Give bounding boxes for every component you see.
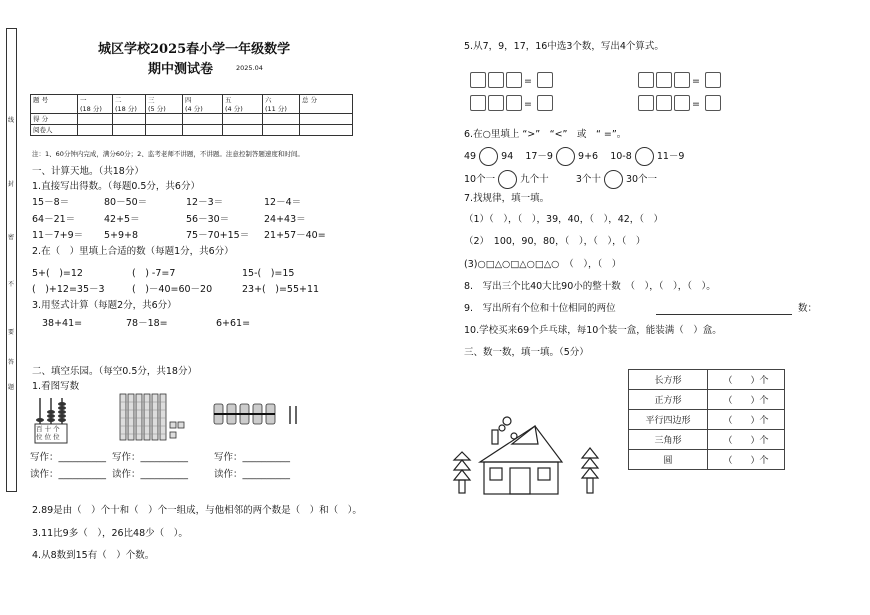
section1-title: 一、计算天地。（共18分） <box>32 166 144 177</box>
read-label: 读作：__________ <box>214 469 291 480</box>
q8: 8. 写出三个比40大比90小的整十数 （ ），（ ），（ ）。 <box>464 281 716 292</box>
write-label: 写作：__________ <box>112 452 189 463</box>
calc-item: 80－50＝ <box>104 197 148 208</box>
margin-char: 题 <box>8 384 15 391</box>
grader-cell[interactable] <box>183 125 223 136</box>
compare-circle <box>604 170 623 189</box>
calc-item: 24+43＝ <box>264 214 306 225</box>
calc-item: 11－7+9＝ <box>32 230 84 241</box>
shape-count-blank[interactable]: （ ）个 <box>708 410 785 430</box>
score-cell[interactable] <box>223 114 263 125</box>
score-header-cell: 题 号 <box>31 95 78 114</box>
q2-1-title: 1.看图写数 <box>32 381 80 392</box>
q3-title: 3.用竖式计算（每题2分，共6分） <box>32 300 177 311</box>
score-table-header-row <box>31 95 353 114</box>
q9-answer-line[interactable] <box>656 303 792 315</box>
binding-margin <box>6 28 17 492</box>
equation-box-group: = <box>470 92 555 111</box>
compare-circle <box>556 147 575 166</box>
fill-item: ( )－40=60－20 <box>132 284 213 295</box>
margin-char: 密 <box>8 234 15 241</box>
equation-box-group: = <box>638 92 723 111</box>
compare-circle <box>498 170 517 189</box>
calc-item: 21+57－40= <box>264 230 326 241</box>
calc-item: 5+9+8 <box>104 230 139 241</box>
grader-row <box>31 125 353 136</box>
calc-item: 75－70+15＝ <box>186 230 250 241</box>
fill-item: 23+( )=55+11 <box>242 284 320 295</box>
block-cubes-illustration <box>118 392 190 444</box>
grader-cell[interactable] <box>223 125 263 136</box>
shape-row <box>629 450 785 470</box>
grader-cell[interactable] <box>78 125 113 136</box>
q2-2: 2.89是由（ ）个十和（ ）个一组成，与他相邻的两个数是（ ）和（ ）。 <box>32 505 362 516</box>
write-label: 写作：__________ <box>214 452 291 463</box>
score-table <box>30 94 353 136</box>
q1-title: 1.直接写出得数。（每题0.5分，共6分） <box>32 181 200 192</box>
margin-char: 封 <box>8 181 15 188</box>
shape-row <box>629 430 785 450</box>
score-cell[interactable] <box>146 114 183 125</box>
shape-count-blank[interactable]: （ ）个 <box>708 370 785 390</box>
grader-row-label: 阅卷人 <box>31 125 78 136</box>
calc-item: 64－21＝ <box>32 214 76 225</box>
shape-count-blank[interactable]: （ ）个 <box>708 430 785 450</box>
page-subtitle: 期中测试卷 <box>148 62 214 77</box>
shape-name: 三角形 <box>629 430 708 450</box>
score-header-cell: 五 (4 分) <box>223 95 263 114</box>
score-row-label: 得 分 <box>31 114 78 125</box>
fill-item: 15-( )=15 <box>242 268 295 279</box>
calc-item: 15－8＝ <box>32 197 70 208</box>
compare-circle <box>479 147 498 166</box>
grader-cell[interactable] <box>263 125 300 136</box>
stick-bundles-illustration <box>212 402 306 428</box>
fill-item: ( ) -7=7 <box>132 268 176 279</box>
score-cell[interactable] <box>113 114 146 125</box>
shape-count-blank[interactable]: （ ）个 <box>708 450 785 470</box>
equation-box-group: = <box>470 69 555 88</box>
grader-cell[interactable] <box>300 125 353 136</box>
margin-char: 答 <box>8 359 15 366</box>
compare-row: 10个一 九个十 3个十 30个一 <box>464 170 657 189</box>
calc-item: 42+5＝ <box>104 214 140 225</box>
fill-item: ( )+12=35－3 <box>32 284 105 295</box>
read-label: 读作：__________ <box>112 469 189 480</box>
abacus-place-labels: 百 十 个 位 位 位 <box>36 425 60 441</box>
write-label: 写作：__________ <box>30 452 107 463</box>
calc-item: 12－4＝ <box>264 197 302 208</box>
shape-count-blank[interactable]: （ ）个 <box>708 390 785 410</box>
calc-item: 56－30＝ <box>186 214 230 225</box>
shape-name: 正方形 <box>629 390 708 410</box>
score-cell[interactable] <box>78 114 113 125</box>
shape-count-table <box>628 369 785 470</box>
shape-name: 圆 <box>629 450 708 470</box>
q7-title: 7.找规律，填一填。 <box>464 193 550 204</box>
q2-title: 2.在（ ）里填上合适的数（每题1分，共6分） <box>32 246 234 257</box>
score-header-cell: 二 (18 分) <box>113 95 146 114</box>
calc-item: 12－3＝ <box>186 197 224 208</box>
q9-suffix: 数： <box>798 303 818 314</box>
margin-char: 不 <box>8 281 15 288</box>
shape-row <box>629 410 785 430</box>
score-row <box>31 114 353 125</box>
section3-title: 三、数一数，填一填。（5分） <box>464 347 589 358</box>
read-label: 读作：__________ <box>30 469 107 480</box>
exam-date: 2025.04 <box>236 64 263 72</box>
grader-cell[interactable] <box>146 125 183 136</box>
shape-row <box>629 390 785 410</box>
q10: 10.学校买来69个乒乓球，每10个装一盒，能装满（ ）盒。 <box>464 325 722 336</box>
shape-row <box>629 370 785 390</box>
score-header-cell: 三 (5 分) <box>146 95 183 114</box>
exam-notice: 注：1、60分钟内完成，满分60分；2、监考老师不讲题，不讲题。注意控制答题速度和时间。 <box>32 150 304 158</box>
q5-title: 5.从7，9，17，16中选3个数，写出4个算式。 <box>464 41 664 52</box>
shape-name: 长方形 <box>629 370 708 390</box>
vertical-calc-item: 78－18= <box>126 318 168 329</box>
score-header-cell: 六 (11 分) <box>263 95 300 114</box>
house-shapes-illustration <box>450 416 610 498</box>
pattern-line: (3)○□△○□△○□△○ （ ），（ ） <box>464 259 622 270</box>
pattern-line: （1）（ ），（ ），39，40，（ ），42，（ ） <box>464 214 664 225</box>
vertical-calc-item: 6+61= <box>216 318 251 329</box>
q9-text: 9. 写出所有个位和十位相同的两位 <box>464 303 616 314</box>
pattern-line: （2） 100，90，80，（ ），（ ），（ ） <box>464 236 646 247</box>
q6-title: 6.在○里填上 “>” “<” 或 “ =”。 <box>464 129 627 140</box>
score-header-cell: 总 分 <box>300 95 353 114</box>
section2-title: 二、填空乐园。（每空0.5分，共18分） <box>32 366 197 377</box>
compare-row: 49 94 17－9 9+6 10-8 11－9 <box>464 147 684 166</box>
compare-circle <box>635 147 654 166</box>
page-title: 城区学校2025春小学一年级数学 <box>98 42 291 57</box>
q2-3: 3.11比9多（ ），26比48少（ ）。 <box>32 528 188 539</box>
q2-4: 4.从8数到15有（ ）个数。 <box>32 550 155 561</box>
fill-item: 5+( )=12 <box>32 268 83 279</box>
shape-name: 平行四边形 <box>629 410 708 430</box>
score-cell[interactable] <box>183 114 223 125</box>
score-cell[interactable] <box>300 114 353 125</box>
margin-char: 线 <box>8 117 15 124</box>
grader-cell[interactable] <box>113 125 146 136</box>
score-cell[interactable] <box>263 114 300 125</box>
score-header-cell: 四 (4 分) <box>183 95 223 114</box>
margin-char: 要 <box>8 329 15 336</box>
vertical-calc-item: 38+41= <box>42 318 83 329</box>
score-header-cell: 一 (18 分) <box>78 95 113 114</box>
equation-box-group: = <box>638 69 723 88</box>
